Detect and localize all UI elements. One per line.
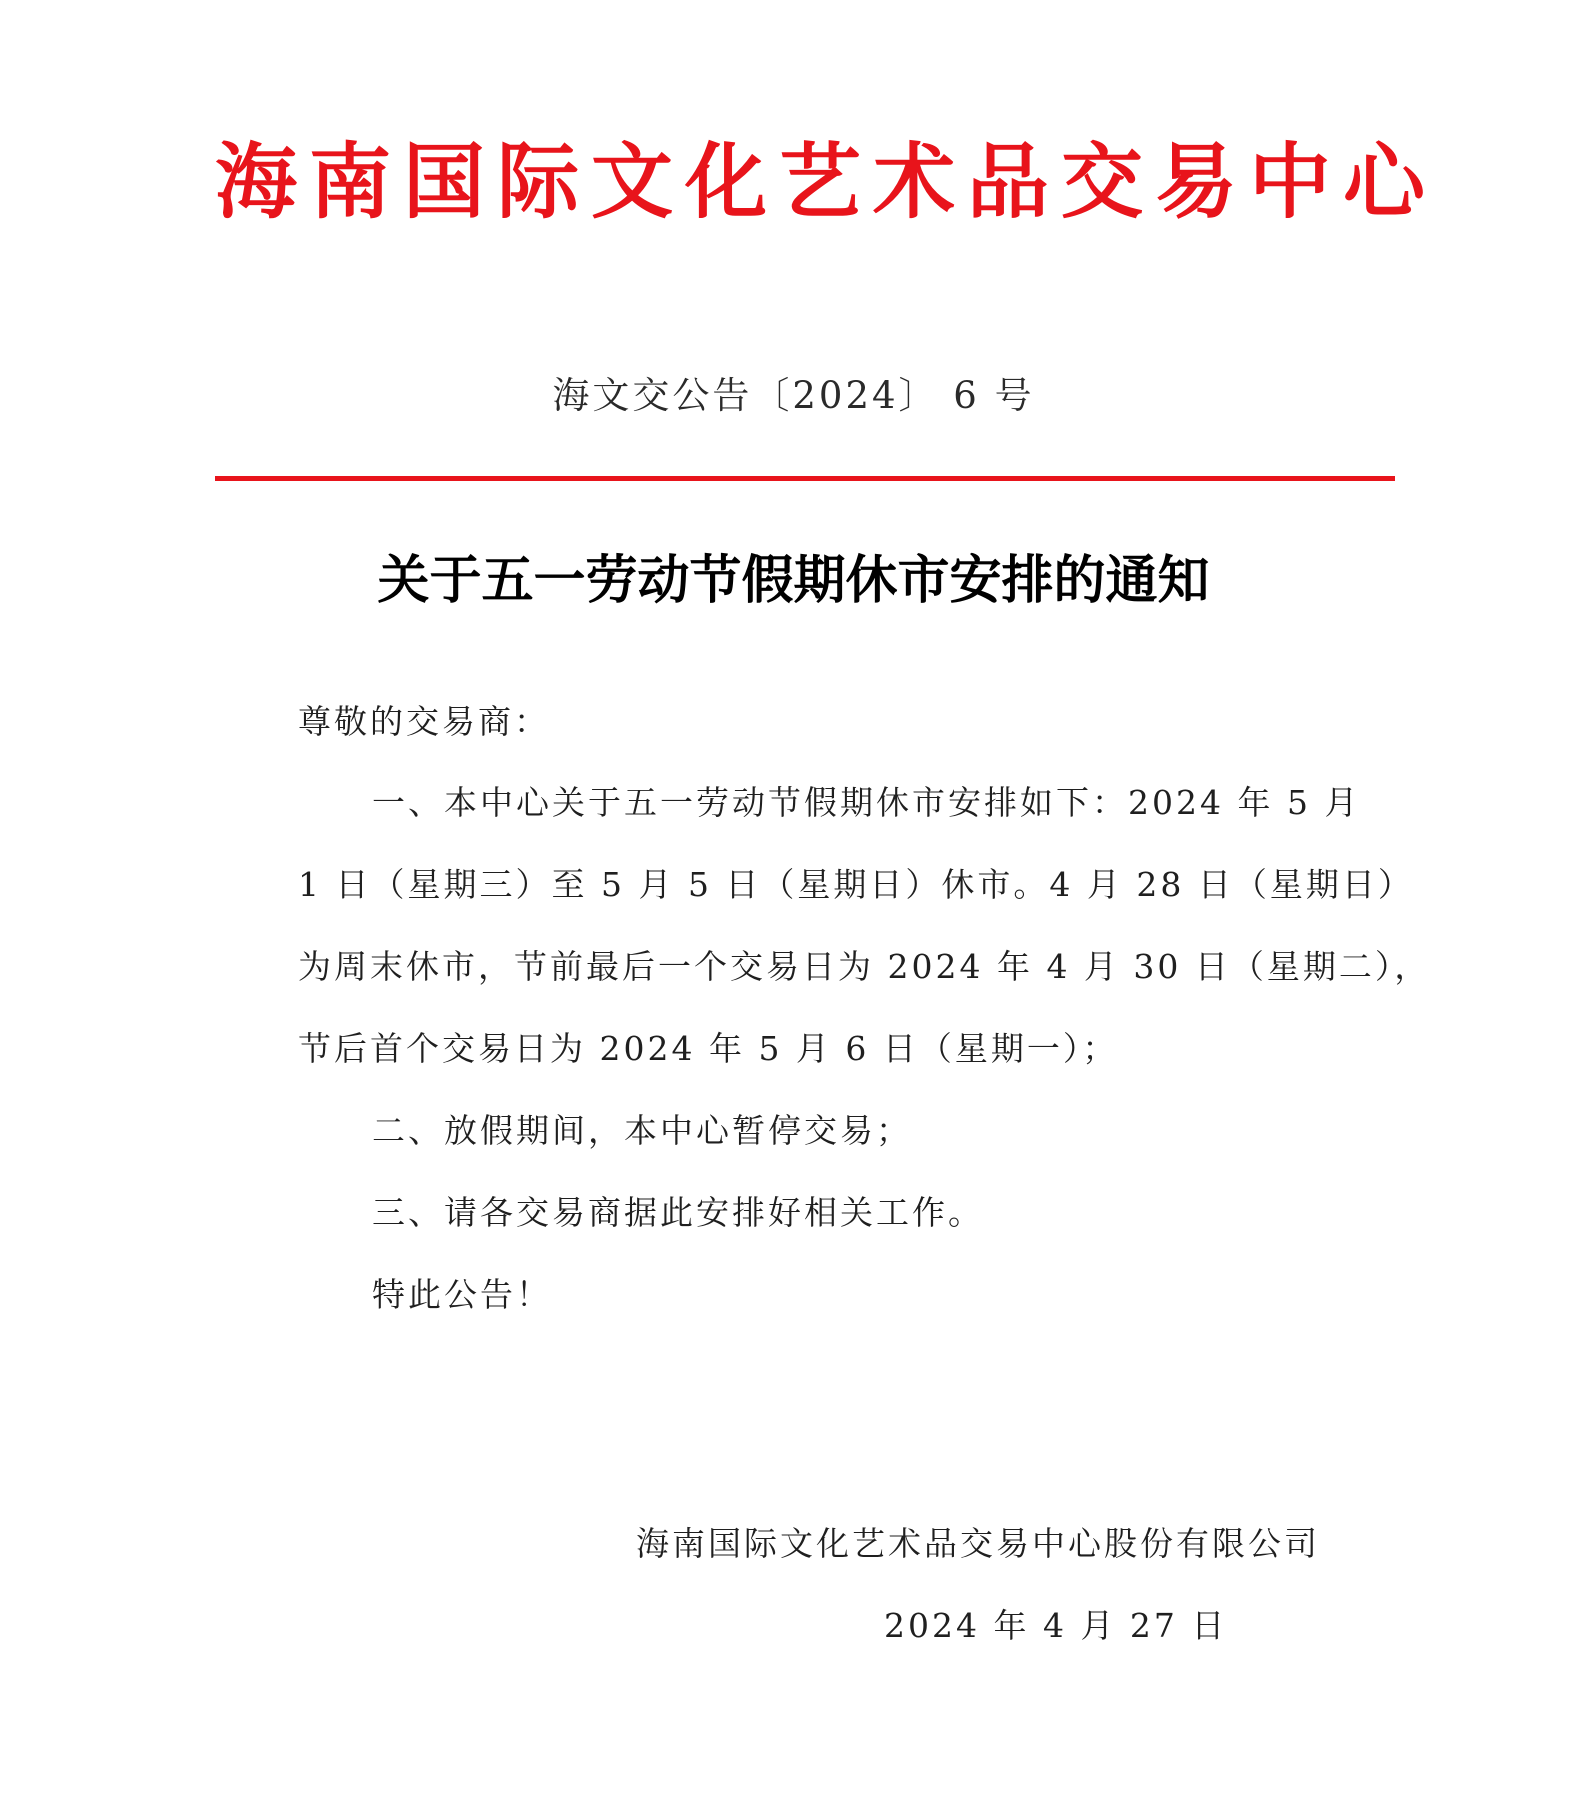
salutation: 尊敬的交易商：: [298, 702, 550, 741]
item2: 二、放假期间，本中心暂停交易；: [372, 1111, 912, 1150]
org-letterhead-title: 海南国际文化艺术品交易中心: [215, 135, 1438, 230]
closing-statement: 特此公告！: [372, 1275, 552, 1314]
document-number: 海文交公告〔2024〕 6 号: [552, 374, 1035, 417]
item1-line2: 1 日（星期三）至 5 月 5 日（星期日）休市。4 月 28 日（星期日）: [298, 865, 1414, 904]
item3: 三、请各交易商据此安排好相关工作。: [372, 1193, 984, 1232]
item1-line4: 节后首个交易日为 2024 年 5 月 6 日（星期一）；: [298, 1029, 1119, 1068]
item1-line3: 为周末休市，节前最后一个交易日为 2024 年 4 月 30 日（星期二），: [298, 947, 1431, 986]
signature-date: 2024 年 4 月 27 日: [884, 1606, 1228, 1645]
signature-company: 海南国际文化艺术品交易中心股份有限公司: [636, 1524, 1320, 1563]
item1-line1: 一、本中心关于五一劳动节假期休市安排如下：2024 年 5 月: [372, 783, 1361, 822]
notice-title: 关于五一劳动节假期休市安排的通知: [377, 550, 1210, 611]
letterhead-divider: [215, 476, 1395, 481]
